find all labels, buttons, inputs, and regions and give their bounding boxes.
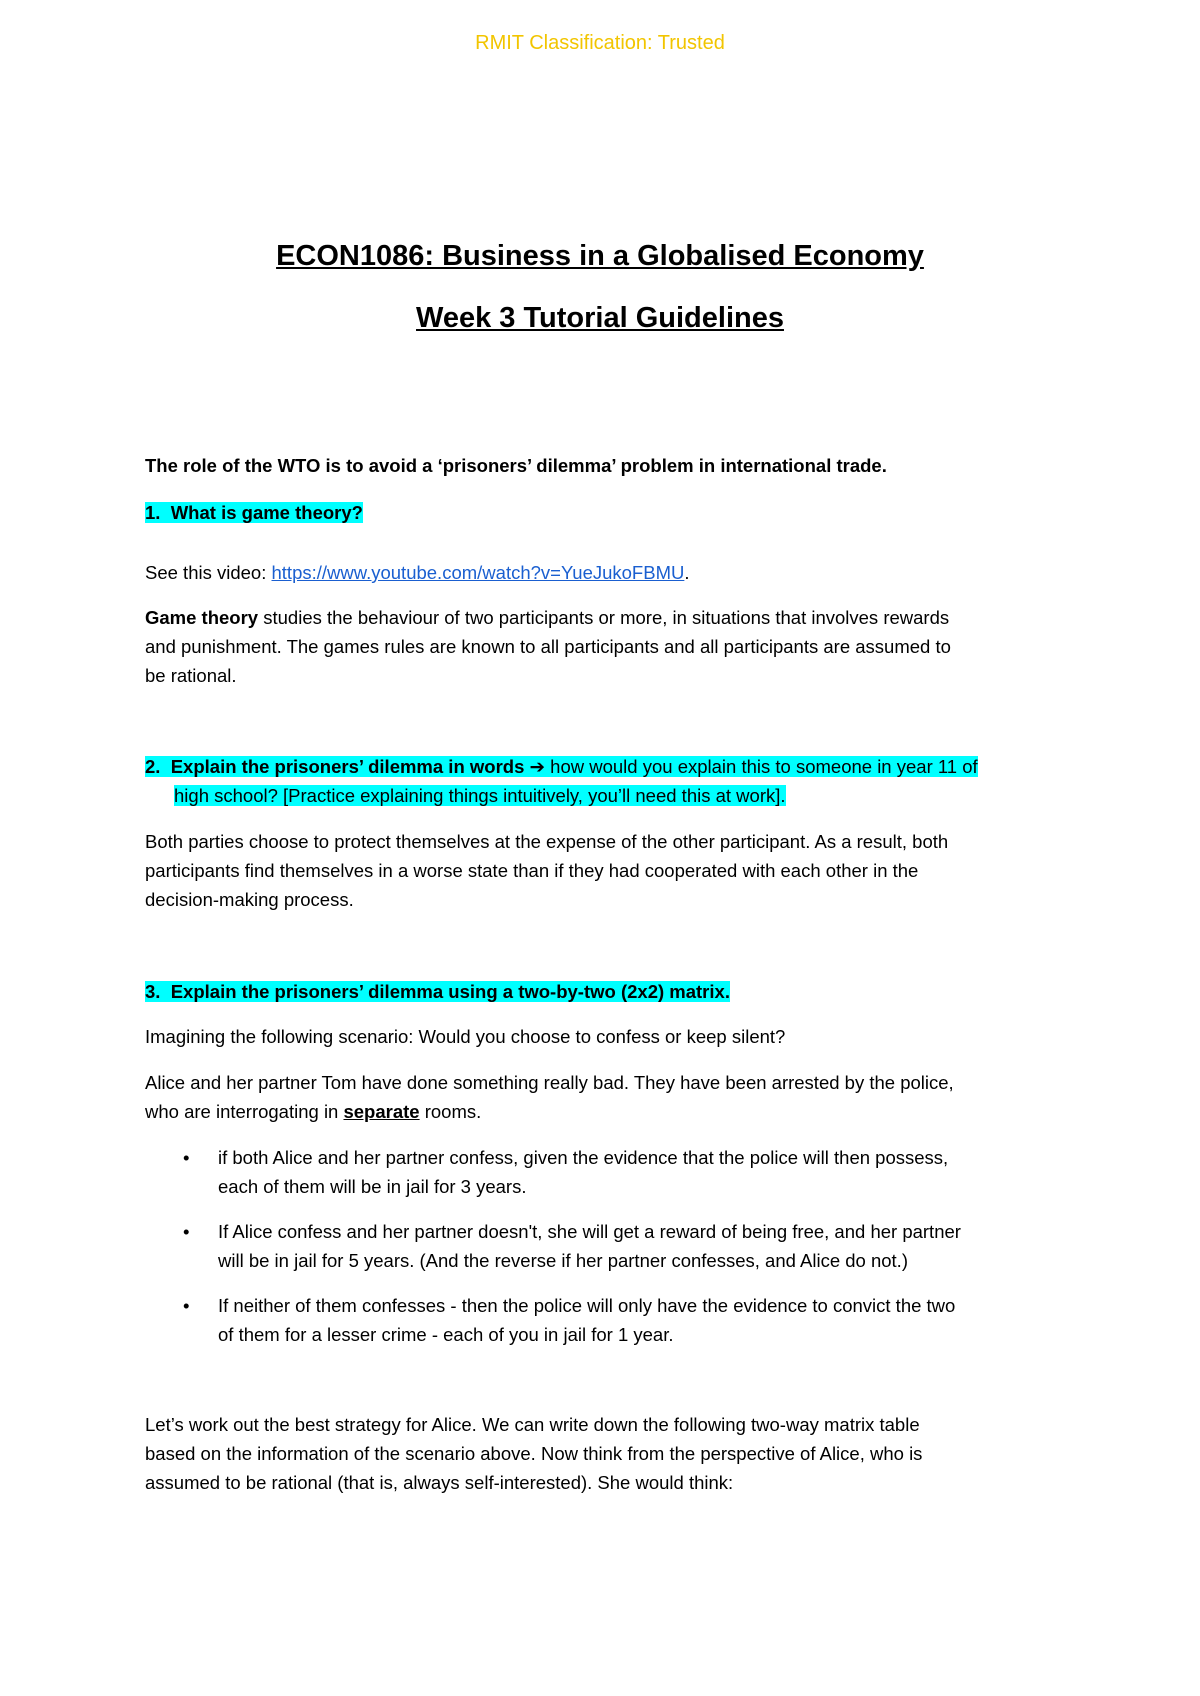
video-prefix: See this video: [145, 562, 272, 583]
answer-2-line-1: Both parties choose to protect themselves at the expense of the other participant. As a result, both [145, 831, 949, 852]
question-2-bold: Explain the prisoners’ dilemma in words [170, 756, 530, 777]
game-theory-line-1: Game theory studies the behaviour of two participants or more, in situations that involves rewards [145, 607, 950, 628]
list-item: • If Alice confess and her partner doesn't, she will get a reward of being free, and her partner will be in jail for 5 years. (And the reverse if her partner confesses, and Alice do not.) [145, 1217, 1060, 1275]
question-3 [145, 977, 1060, 1006]
intro-statement: The role of the WTO is to avoid a ‘prisoners’ dilemma’ problem in international trade. [145, 455, 887, 476]
game-theory-line-3: be rational. [145, 665, 237, 686]
scenario-line-2: who are interrogating in separate rooms. [145, 1101, 482, 1122]
list-item: • If neither of them confesses - then the police will only have the evidence to convict the two of them for a lesser crime - each of you in jail for 1 year. [145, 1291, 1060, 1349]
scenario-paragraph [145, 1068, 1060, 1126]
question-2-number: 2. [145, 756, 161, 777]
strategy-line-3: assumed to be rational (that is, always self-interested). She would think: [145, 1472, 734, 1493]
question-1-highlight [145, 502, 363, 523]
question-3-text: Explain the prisoners’ dilemma using a two-by-two (2x2) matrix. [170, 981, 730, 1002]
scenario-line-1: Alice and her partner Tom have done something really bad. They have been arrested by the police, [145, 1072, 954, 1093]
week-title: Week 3 Tutorial Guidelines [416, 302, 784, 334]
video-suffix: . [684, 562, 690, 583]
classification-label: RMIT Classification: Trusted [475, 32, 725, 54]
answer-2-paragraph [145, 827, 1060, 914]
strategy-line-1: Let’s work out the best strategy for Alice. We can write down the following two-way matrix table [145, 1414, 920, 1435]
bullet-icon: • [183, 1147, 190, 1168]
game-theory-paragraph [145, 603, 1060, 690]
strategy-paragraph [145, 1410, 1060, 1497]
question-2-rest: how would you explain this to someone in year 11 of [545, 756, 978, 777]
question-2 [145, 752, 1060, 810]
question-2-line-2: high school? [Practice explaining things intuitively, you’ll need this at work]. [174, 785, 786, 806]
bullet-icon: • [183, 1295, 190, 1316]
video-paragraph [145, 558, 1060, 587]
question-3-number: 3. [145, 981, 161, 1002]
scenario-question: Imagining the following scenario: Would you choose to confess or keep silent? [145, 1026, 786, 1047]
game-theory-term: Game theory [145, 607, 259, 628]
game-theory-line-2: and punishment. The games rules are known to all participants and all participants are assumed to [145, 636, 951, 657]
question-1 [145, 498, 1060, 527]
list-item: • if both Alice and her partner confess, given the evidence that the police will then possess, each of them will be in jail for 3 years. [145, 1143, 1060, 1201]
answer-2-line-2: participants find themselves in a worse state than if they had cooperated with each other in the [145, 860, 919, 881]
question-3-highlight [145, 981, 730, 1002]
arrow-icon: ➔ [529, 756, 546, 777]
bullet-icon: • [183, 1221, 190, 1242]
course-title: ECON1086: Business in a Globalised Economy [276, 240, 924, 272]
question-1-text: What is game theory? [170, 502, 363, 523]
scenario-bullet-list [145, 1143, 1060, 1365]
strategy-line-2: based on the information of the scenario above. Now think from the perspective of Alice, who is [145, 1443, 923, 1464]
answer-2-line-3: decision-making process. [145, 889, 354, 910]
video-link[interactable]: https://www.youtube.com/watch?v=YueJukoFBMU [271, 562, 685, 583]
separate-emphasis: separate [343, 1101, 420, 1122]
question-2-line-1 [145, 752, 1060, 781]
question-1-number: 1. [145, 502, 161, 523]
